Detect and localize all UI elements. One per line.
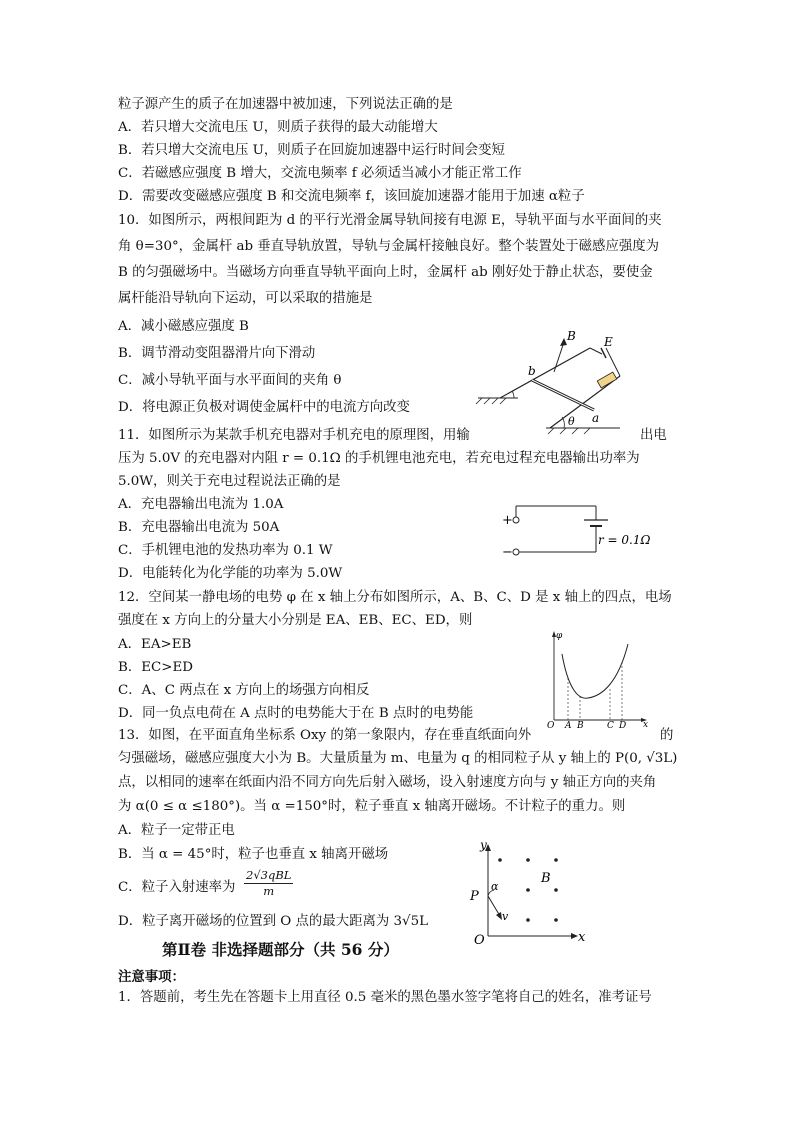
q13-figure-y-label: y — [480, 838, 487, 852]
q13-option-c: C．粒子入射速率为 — [118, 880, 236, 895]
q12-figure-tick-b: B — [577, 721, 584, 731]
q13-figure-b-label: B — [541, 871, 551, 886]
q11-option-d: D．电能转化为化学能的功率为 5.0W — [118, 566, 343, 581]
q13-stem-line1-left: 13．如图，在平面直角坐标系 Oxy 的第一象限内，存在垂直纸面向外 — [118, 728, 532, 743]
q13-stem-line1-right: 的 — [660, 728, 674, 743]
q13-option-b: B．当 α = 45°时，粒子也垂直 x 轴离开磁场 — [118, 847, 389, 862]
q12-figure-tick-a: A — [565, 721, 572, 731]
q10-figure-label-b: b — [528, 364, 536, 378]
q9-option-c: C．若磁感应强度 B 增大，交流电频率 f 必须适当减小才能正常工作 — [118, 166, 522, 181]
note-1: 1．答题前，考生先在答题卡上用直径 0.5 毫米的黑色墨水签字笔将自己的姓名，准考证号 — [118, 990, 652, 1005]
q12-figure-potential-graph — [540, 628, 655, 731]
notes-title: 注意事项： — [118, 969, 185, 985]
q12-figure-tick-c: C — [607, 721, 614, 731]
q11-figure-circuit — [500, 498, 670, 573]
q11-option-c: C．手机锂电池的发热功率为 0.1 W — [118, 543, 333, 558]
q11-option-a: A．充电器输出电流为 1.0A — [118, 497, 284, 512]
q12-figure-origin: O — [547, 721, 555, 731]
q10-figure-label-e: E — [604, 335, 613, 349]
q13-option-d: D．粒子离开磁场的位置到 O 点的最大距离为 3√5L — [118, 914, 428, 929]
q12-option-a: A．EA>EB — [118, 637, 192, 652]
q10-option-c: C．减小导轨平面与水平面间的夹角 θ — [118, 373, 342, 388]
q13-stem-line3: 点，以相同的速率在纸面内沿不同方向先后射入磁场，设入射速度方向与 y 轴正方向的夹角 — [118, 775, 657, 790]
q11-stem-line3: 5.0W，则关于充电过程说法正确的是 — [118, 474, 341, 489]
q9-stem: 粒子源产生的质子在加速器中被加速，下列说法正确的是 — [118, 97, 453, 112]
q10-figure-label-a: a — [592, 411, 600, 425]
q10-figure-label-b-field: B — [567, 329, 576, 343]
q9-option-d: D．需要改变磁感应强度 B 和交流电频率 f，该回旋加速器才能用于加速 α粒子 — [118, 189, 585, 204]
q12-figure-y-label: φ — [556, 631, 563, 641]
q10-option-b: B．调节滑动变阻器滑片向下滑动 — [118, 346, 316, 361]
q12-stem-line2: 强度在 x 方向上的分量大小分别是 EA、EB、EC、ED，则 — [118, 613, 473, 628]
q11-figure-minus: − — [502, 545, 513, 560]
q11-stem-line2: 压为 5.0V 的充电器对内阻 r = 0.1Ω 的手机锂电池充电，若充电过程充电器输出功率为 — [118, 451, 640, 466]
q13-option-a: A．粒子一定带正电 — [118, 823, 235, 838]
q11-figure-resistance: r = 0.1Ω — [598, 533, 651, 547]
q12-stem-line1: 12．空间某一静电场的电势 φ 在 x 轴上分布如图所示，A、B、C、D 是 x 轴上的四点，电场 — [118, 590, 672, 605]
q13-figure-magnetic-field — [464, 840, 589, 946]
q10-stem-line2: 角 θ=30°，金属杆 ab 垂直导轨放置，导轨与金属杆接触良好。整个装置处于磁感应强度为 — [118, 239, 660, 254]
q9-option-a: A．若只增大交流电压 U，则质子获得的最大动能增大 — [118, 120, 438, 135]
q10-figure-label-theta: θ — [568, 415, 575, 428]
q10-option-a: A．减小磁感应强度 B — [118, 319, 249, 334]
q11-stem-line1-left: 11．如图所示为某款手机充电器对手机充电的原理图，用输 — [118, 428, 470, 443]
q10-stem-line4: 属杆能沿导轨向下运动，可以采取的措施是 — [118, 291, 373, 306]
q12-option-b: B．EC>ED — [118, 660, 193, 675]
q12-option-c: C．A、C 两点在 x 方向上的场强方向相反 — [118, 683, 370, 698]
q13-stem-line4: 为 α(0 ≤ α ≤180°)。当 α =150°时，粒子垂直 x 轴离开磁场。不计粒子的重力。则 — [118, 799, 626, 814]
q11-stem-line1-right: 出电 — [640, 428, 667, 443]
q11-option-b: B．充电器输出电流为 50A — [118, 520, 280, 535]
q13-stem-line2: 匀强磁场，磁感应强度大小为 B。大量质量为 m、电量为 q 的相同粒子从 y 轴上的 P(0, √3L) — [118, 751, 678, 766]
q13-figure-origin: O — [474, 933, 485, 948]
q10-stem-line3: B 的匀强磁场中。当磁场方向垂直导轨平面向上时，金属杆 ab 刚好处于静止状态，要使金 — [118, 265, 653, 280]
q13-figure-alpha: α — [491, 880, 499, 893]
q11-figure-plus: + — [502, 513, 513, 528]
q13-figure-point-p: P — [470, 889, 479, 904]
q13-fraction-denominator: m — [263, 884, 275, 898]
q12-option-d: D．同一负点电荷在 A 点时的电势能大于在 B 点时的电势能 — [118, 706, 474, 721]
q10-figure-rail-diagram — [470, 328, 640, 433]
q12-figure-tick-d: D — [619, 721, 627, 731]
section-heading: 第Ⅱ卷 非选择题部分（共 56 分） — [162, 940, 399, 959]
q10-stem-line1: 10．如图所示，两根间距为 d 的平行光滑金属导轨间接有电源 E，导轨平面与水平面间的夹 — [118, 213, 662, 228]
q12-figure-x-label: x — [643, 720, 649, 730]
q9-option-b: B．若只增大交流电压 U，则质子在回旋加速器中运行时间会变短 — [118, 143, 505, 158]
q13-option-c-fraction — [244, 868, 293, 899]
q10-option-d: D．将电源正负极对调使金属杆中的电流方向改变 — [118, 400, 410, 415]
q13-fraction-numerator: 2√3qBL — [246, 868, 292, 882]
q13-figure-v: v — [502, 910, 509, 923]
q13-figure-x-label: x — [578, 930, 586, 945]
